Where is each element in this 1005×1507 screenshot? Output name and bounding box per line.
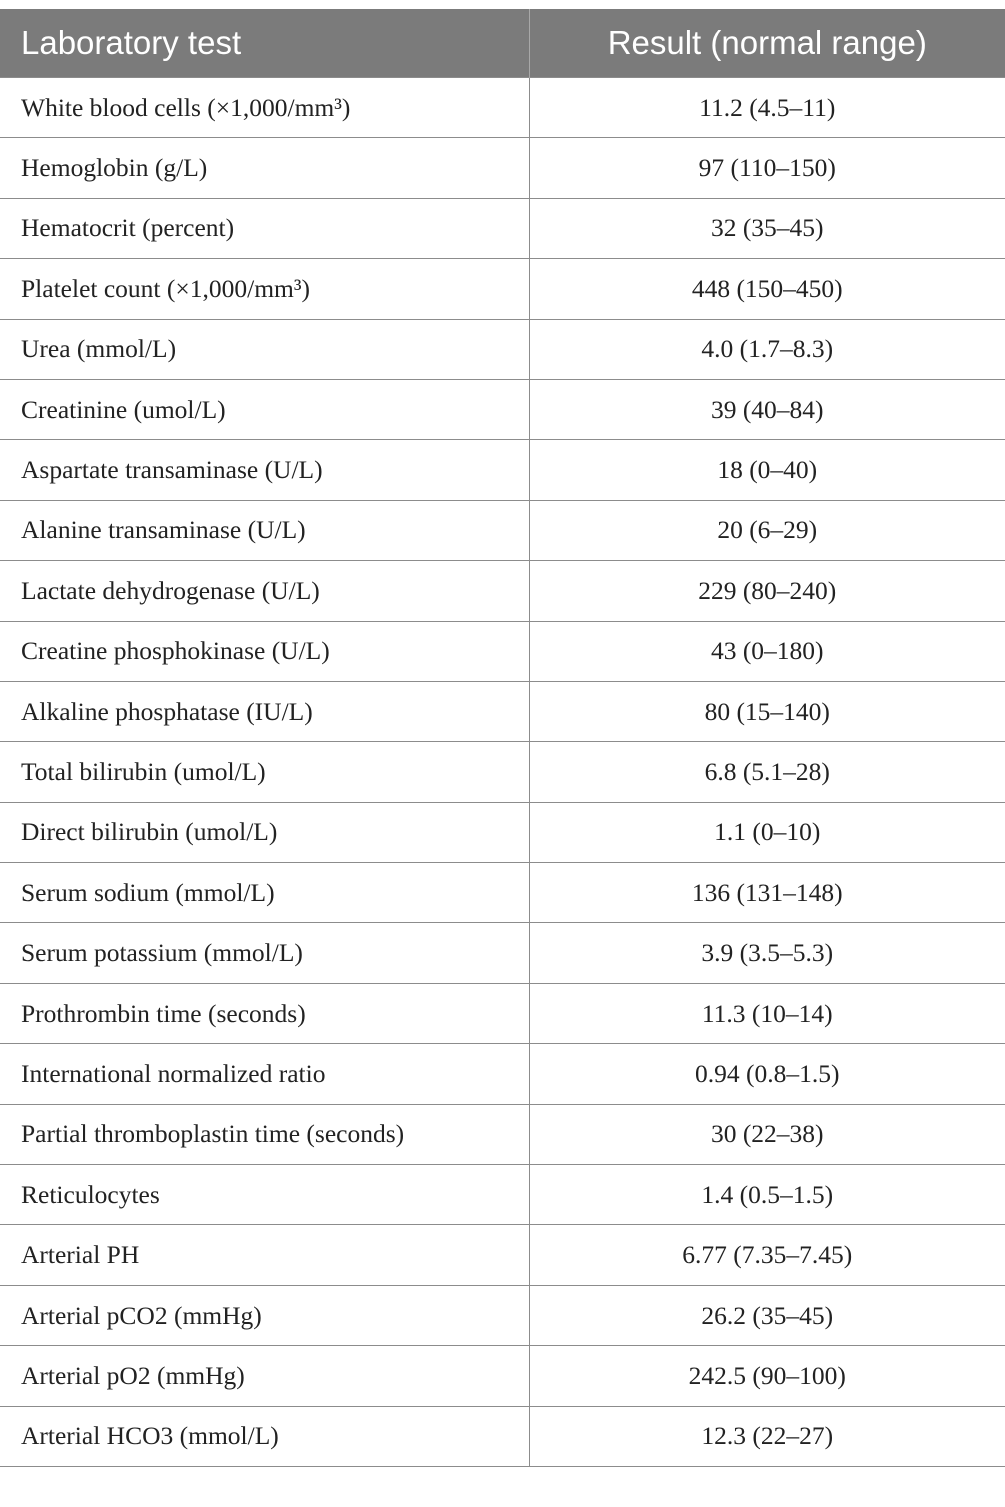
table-row <box>0 923 1005 983</box>
result-cell: 242.5 (90–100) <box>529 1346 1005 1406</box>
result-cell: 32 (35–45) <box>529 198 1005 258</box>
result-cell: 30 (22–38) <box>529 1104 1005 1164</box>
test-name-cell: Arterial PH <box>0 1225 529 1285</box>
table-row <box>0 138 1005 198</box>
test-name-cell: Hematocrit (percent) <box>0 198 529 258</box>
table-row <box>0 863 1005 923</box>
result-cell: 20 (6–29) <box>529 500 1005 560</box>
test-name-cell: Arterial HCO3 (mmol/L) <box>0 1406 529 1466</box>
test-name-cell: Lactate dehydrogenase (U/L) <box>0 561 529 621</box>
result-cell: 97 (110–150) <box>529 138 1005 198</box>
table-row <box>0 440 1005 500</box>
test-name-cell: Serum potassium (mmol/L) <box>0 923 529 983</box>
test-name-cell: Total bilirubin (umol/L) <box>0 742 529 802</box>
table-row <box>0 198 1005 258</box>
lab-results-table <box>0 9 1005 1467</box>
result-cell: 0.94 (0.8–1.5) <box>529 1044 1005 1104</box>
test-name-cell: International normalized ratio <box>0 1044 529 1104</box>
table-header <box>0 9 1005 78</box>
test-name-cell: Reticulocytes <box>0 1165 529 1225</box>
result-cell: 18 (0–40) <box>529 440 1005 500</box>
table-row <box>0 78 1005 138</box>
table-row <box>0 500 1005 560</box>
table-row <box>0 561 1005 621</box>
test-name-cell: Hemoglobin (g/L) <box>0 138 529 198</box>
table-row <box>0 1225 1005 1285</box>
table-row <box>0 1346 1005 1406</box>
result-cell: 1.4 (0.5–1.5) <box>529 1165 1005 1225</box>
test-name-cell: Alkaline phosphatase (IU/L) <box>0 681 529 741</box>
result-cell: 6.77 (7.35–7.45) <box>529 1225 1005 1285</box>
test-name-cell: White blood cells (×1,000/mm³) <box>0 78 529 138</box>
table-row <box>0 319 1005 379</box>
result-cell: 11.3 (10–14) <box>529 983 1005 1043</box>
table-row <box>0 379 1005 439</box>
result-cell: 12.3 (22–27) <box>529 1406 1005 1466</box>
result-cell: 136 (131–148) <box>529 863 1005 923</box>
result-cell: 39 (40–84) <box>529 379 1005 439</box>
result-cell: 11.2 (4.5–11) <box>529 78 1005 138</box>
result-cell: 3.9 (3.5–5.3) <box>529 923 1005 983</box>
result-cell: 448 (150–450) <box>529 259 1005 319</box>
test-name-cell: Aspartate transaminase (U/L) <box>0 440 529 500</box>
test-name-cell: Direct bilirubin (umol/L) <box>0 802 529 862</box>
table-row <box>0 802 1005 862</box>
result-cell: 229 (80–240) <box>529 561 1005 621</box>
test-name-cell: Arterial pO2 (mmHg) <box>0 1346 529 1406</box>
header-result: Result (normal range) <box>529 9 1005 78</box>
test-name-cell: Urea (mmol/L) <box>0 319 529 379</box>
header-row <box>0 9 1005 78</box>
table-row <box>0 1285 1005 1345</box>
test-name-cell: Creatine phosphokinase (U/L) <box>0 621 529 681</box>
table-row <box>0 621 1005 681</box>
test-name-cell: Partial thromboplastin time (seconds) <box>0 1104 529 1164</box>
result-cell: 26.2 (35–45) <box>529 1285 1005 1345</box>
table-row <box>0 1104 1005 1164</box>
table-row <box>0 1044 1005 1104</box>
table-row <box>0 1165 1005 1225</box>
test-name-cell: Platelet count (×1,000/mm³) <box>0 259 529 319</box>
test-name-cell: Arterial pCO2 (mmHg) <box>0 1285 529 1345</box>
test-name-cell: Prothrombin time (seconds) <box>0 983 529 1043</box>
table-row <box>0 681 1005 741</box>
test-name-cell: Serum sodium (mmol/L) <box>0 863 529 923</box>
table-row <box>0 1406 1005 1466</box>
result-cell: 6.8 (5.1–28) <box>529 742 1005 802</box>
result-cell: 80 (15–140) <box>529 681 1005 741</box>
result-cell: 1.1 (0–10) <box>529 802 1005 862</box>
table-row <box>0 983 1005 1043</box>
header-laboratory-test: Laboratory test <box>0 9 529 78</box>
test-name-cell: Creatinine (umol/L) <box>0 379 529 439</box>
table-body <box>0 78 1005 1467</box>
result-cell: 43 (0–180) <box>529 621 1005 681</box>
result-cell: 4.0 (1.7–8.3) <box>529 319 1005 379</box>
test-name-cell: Alanine transaminase (U/L) <box>0 500 529 560</box>
table-row <box>0 259 1005 319</box>
table-row <box>0 742 1005 802</box>
